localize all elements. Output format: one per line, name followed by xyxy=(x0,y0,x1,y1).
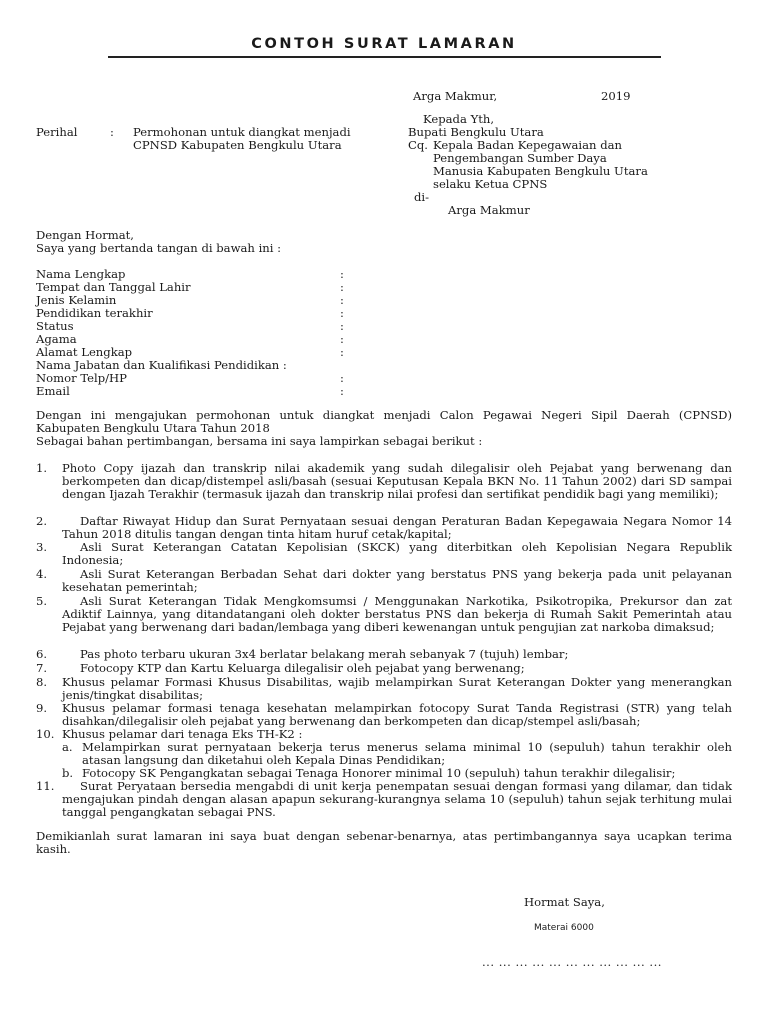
cq-prefix: Cq. xyxy=(408,138,428,152)
item-number: 9. xyxy=(36,701,48,715)
item-number: 7. xyxy=(36,661,48,675)
letter-title: CONTOH SURAT LAMARAN xyxy=(251,36,517,52)
item-number: 4. xyxy=(36,567,48,581)
list-item: Photo Copy ijazah dan transkrip nilai akademik yang sudah dilegalisir oleh Pejabat yang berwenang dan berkompeten dan dicap/distempel asli/basah (sesuai Keputusan Kepala BKN No. 11 Tahun 2002) dari SD sampai dengan Ijazah Terakhir (termasuk ijazah dan transkrip nilai profesi dan sertifikat pendidik bagi yang memiliki); xyxy=(62,461,732,501)
field-colon: : xyxy=(340,332,344,346)
list-item: Pas photo terbaru ukuran 3x4 berlatar belakang merah sebanyak 7 (tujuh) lembar; xyxy=(80,647,569,661)
attachments-intro: Sebagai bahan pertimbangan, bersama ini saya lampirkan sebagai berikut : xyxy=(36,434,483,448)
item-number: 1. xyxy=(36,461,48,475)
item-number: 10. xyxy=(36,727,55,741)
field-label: Tempat dan Tanggal Lahir xyxy=(36,280,191,294)
item-number: 5. xyxy=(36,594,48,608)
list-item: Asli Surat Keterangan Berbadan Sehat dari dokter yang berstatus PNS yang bekerja pada unit pelayanan kesehatan pemerintah; xyxy=(62,567,732,594)
item-number: 2. xyxy=(36,514,48,528)
closing-paragraph: Demikianlah surat lamaran ini saya buat dengan sebenar-benarnya, atas pertimbangannya saya ucapkan terima kasih. xyxy=(36,829,732,856)
list-item: Fotocopy KTP dan Kartu Keluarga dilegalisir oleh pejabat yang berwenang; xyxy=(80,661,525,675)
place-text: Arga Makmur, xyxy=(413,89,498,103)
cq-line: Kepala Badan Kepegawaian dan xyxy=(433,138,623,152)
item-number: 3. xyxy=(36,540,48,554)
subject-line: CPNSD Kabupaten Bengkulu Utara xyxy=(133,138,342,152)
list-item: Khusus pelamar formasi tenaga kesehatan melampirkan fotocopy Surat Tanda Registrasi (STR) yang telah disahkan/dilegalisir oleh pejabat yang berwenang dan berkompeten dan dicap/stempel asli/basah; xyxy=(62,701,732,728)
sub-list-item: Fotocopy SK Pengangkatan sebagai Tenaga Honorer minimal 10 (sepuluh) tahun terakhir dilegalisir; xyxy=(82,766,676,780)
recipient-city: Arga Makmur xyxy=(448,203,530,217)
field-colon: : xyxy=(340,267,344,281)
field-colon: : xyxy=(340,293,344,307)
field-colon: : xyxy=(340,371,344,385)
item-number: 11. xyxy=(36,779,55,793)
subject-line: Permohonan untuk diangkat menjadi xyxy=(133,125,351,139)
greeting: Dengan Hormat, xyxy=(36,228,134,242)
di-text: di- xyxy=(414,190,430,204)
stamp-duty-label: Materai 6000 xyxy=(534,923,594,933)
field-colon: : xyxy=(340,384,344,398)
field-label: Status xyxy=(36,319,74,333)
cq-line: selaku Ketua CPNS xyxy=(433,177,548,191)
list-item: Daftar Riwayat Hidup dan Surat Pernyataan sesuai dengan Peraturan Badan Kepegawaia Negara Nomor 14 Tahun 2018 ditulis tangan dengan tinta hitam huruf cetak/kapital; xyxy=(62,514,732,541)
regards-text: Hormat Saya, xyxy=(524,895,605,909)
item-number: 6. xyxy=(36,647,48,661)
cq-line: Pengembangan Sumber Daya xyxy=(433,151,607,165)
sub-list-item: Melampirkan surat pernyataan bekerja terus menerus selama minimal 10 (sepuluh) tahun terakhir oleh atasan langsung dan diketahui oleh Kepala Dinas Pendidikan; xyxy=(82,740,732,767)
subitem-letter: b. xyxy=(62,766,74,780)
field-label: Nama Lengkap xyxy=(36,267,126,281)
field-label: Nama Jabatan dan Kualifikasi Pendidikan : xyxy=(36,358,287,372)
subject-label: Perihal xyxy=(36,125,78,139)
field-colon: : xyxy=(340,345,344,359)
list-item: Surat Peryataan bersedia mengabdi di unit kerja penempatan sesuai dengan formasi yang dilamar, dan tidak mengajukan pindah dengan alasan apapun sekurang-kurangnya selama 10 (sepuluh) tahun sejak terhitung mulai tanggal pengangkatan sebagai PNS. xyxy=(62,779,732,819)
recipient-greeting: Kepada Yth, xyxy=(423,112,495,126)
field-label: Pendidikan terakhir xyxy=(36,306,153,320)
field-label: Jenis Kelamin xyxy=(36,293,117,307)
list-item: Asli Surat Keterangan Tidak Mengkomsumsi / Menggunakan Narkotika, Psikotropika, Prekursor dan zat Adiktif Lainnya, yang ditandatangani oleh dokter berstatus PNS dan bekerja di Rumah Sakit Pemerintah atau Pejabat yang berwenang dari badan/lembaga yang diberi kewenangan untuk pengujian zat narkoba dimaksud; xyxy=(62,594,732,634)
field-label: Agama xyxy=(36,332,77,346)
year-text: 2019 xyxy=(601,89,631,103)
list-item: Khusus pelamar dari tenaga Eks TH-K2 : xyxy=(62,727,303,741)
field-label: Email xyxy=(36,384,70,398)
item-number: 8. xyxy=(36,675,48,689)
title-underline xyxy=(108,56,661,58)
field-colon: : xyxy=(340,306,344,320)
field-label: Nomor Telp/HP xyxy=(36,371,127,385)
subject-colon: : xyxy=(110,125,114,139)
field-colon: : xyxy=(340,319,344,333)
field-label: Alamat Lengkap xyxy=(36,345,133,359)
cq-line: Manusia Kabupaten Bengkulu Utara xyxy=(433,164,648,178)
field-colon: : xyxy=(340,280,344,294)
list-item: Khusus pelamar Formasi Khusus Disabilitas, wajib melampirkan Surat Keterangan Dokter yang menerangkan jenis/tingkat disabilitas; xyxy=(62,675,732,702)
list-item: Asli Surat Keterangan Catatan Kepolisian (SKCK) yang diterbitkan oleh Kepolisian Negara Republik Indonesia; xyxy=(62,540,732,567)
request-paragraph: Dengan ini mengajukan permohonan untuk diangkat menjadi Calon Pegawai Negeri Sipil Daerah (CPNSD) Kabupaten Bengkulu Utara Tahun 2018 xyxy=(36,408,732,435)
subitem-letter: a. xyxy=(62,740,73,754)
intro-text: Saya yang bertanda tangan di bawah ini : xyxy=(36,241,282,255)
recipient-name: Bupati Bengkulu Utara xyxy=(408,125,544,139)
signature-line: ... ... ... ... ... ... ... ... ... ... ... xyxy=(482,955,662,969)
